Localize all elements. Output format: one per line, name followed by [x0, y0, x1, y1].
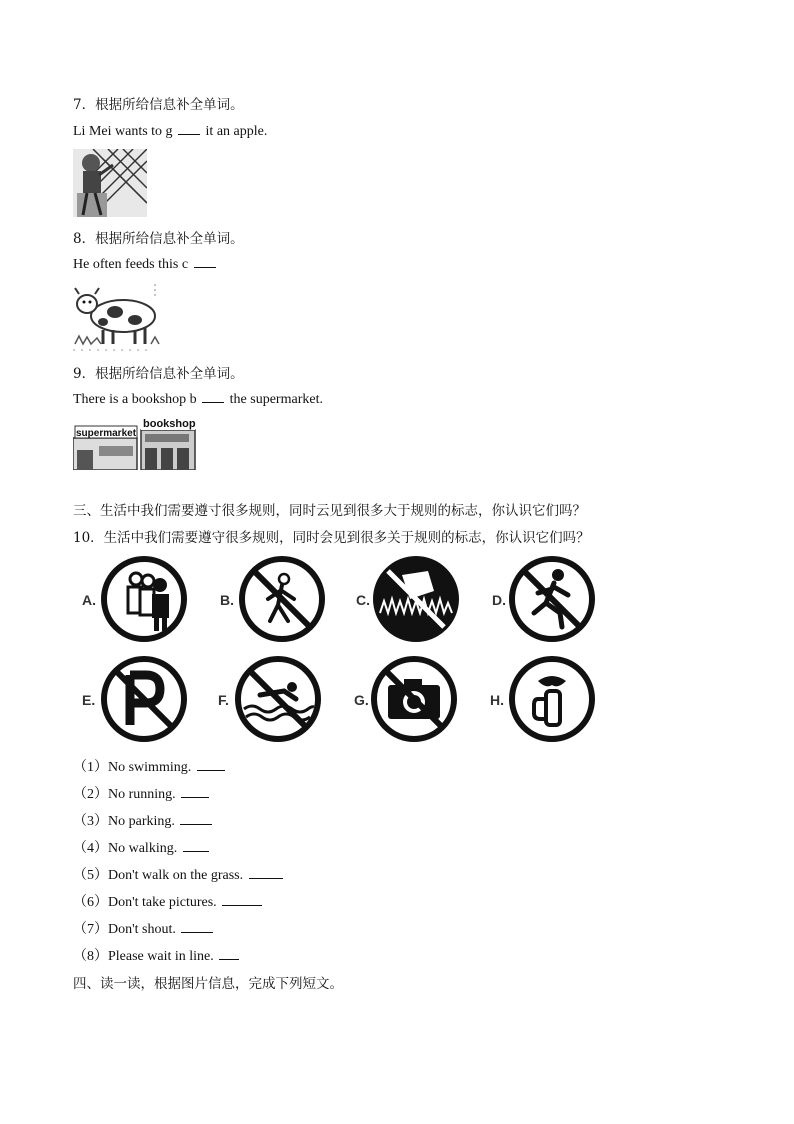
item-6-text: Don't take pictures. — [108, 895, 217, 910]
supermarket-label: supermarket — [76, 428, 137, 439]
wait-in-line-icon — [100, 555, 188, 643]
item-1 — [73, 760, 227, 776]
q7-title: 7．根据所给信息补全单词。 — [73, 97, 244, 113]
sign-b-letter: B. — [220, 592, 234, 608]
girl-picking-apple-picture — [73, 149, 147, 217]
q10-title: 10．生活中我们需要遵守很多规则，同时会见到很多关于规则的标志，你认识它们吗？ — [73, 530, 590, 546]
item-3 — [73, 814, 214, 830]
q8-sentence-before: He often feeds this c — [73, 257, 189, 272]
cow-picture — [73, 282, 165, 352]
no-pictures-icon — [370, 655, 458, 743]
item-4 — [73, 841, 211, 857]
no-walking-icon — [238, 555, 326, 643]
sign-g-letter: G. — [354, 692, 369, 708]
item-7-blank[interactable] — [181, 922, 213, 933]
q7-sentence-before: Li Mei wants to g — [73, 124, 173, 139]
item-2-blank[interactable] — [181, 787, 209, 798]
item-5-number: （5） — [73, 868, 108, 883]
item-4-text: No walking. — [108, 841, 178, 856]
item-1-number: （1） — [73, 760, 108, 775]
sign-f-letter: F. — [218, 692, 229, 708]
item-3-blank[interactable] — [180, 814, 212, 825]
item-4-blank[interactable] — [183, 841, 209, 852]
item-6 — [73, 895, 264, 911]
item-3-text: No parking. — [108, 814, 175, 829]
q7-blank[interactable] — [178, 124, 200, 135]
q8-title: 8．根据所给信息补全单词。 — [73, 231, 244, 247]
q7-sentence-after: it an apple. — [205, 124, 268, 139]
no-swimming-icon — [234, 655, 322, 743]
item-2 — [73, 787, 211, 803]
bookshop-label: bookshop — [143, 418, 196, 430]
item-8-number: （8） — [73, 949, 108, 964]
item-8-text: Please wait in line. — [108, 949, 214, 964]
section4-heading: 四、读一读，根据图片信息，完成下列短文。 — [73, 976, 343, 992]
q9-blank[interactable] — [202, 392, 224, 403]
item-7 — [73, 922, 215, 938]
item-5 — [73, 868, 285, 884]
item-2-text: No running. — [108, 787, 176, 802]
q9-sentence-before: There is a bookshop b — [73, 392, 197, 407]
sign-h-letter: H. — [490, 692, 504, 708]
q7-sentence — [73, 124, 267, 140]
item-8 — [73, 949, 241, 965]
q9-sentence — [73, 392, 323, 408]
q9-sentence-after: the supermarket. — [229, 392, 323, 407]
item-5-blank[interactable] — [249, 868, 283, 879]
item-4-number: （4） — [73, 841, 108, 856]
sign-c-letter: C. — [356, 592, 370, 608]
item-5-text: Don't walk on the grass. — [108, 868, 244, 883]
q8-sentence — [73, 257, 218, 273]
q8-blank[interactable] — [194, 257, 216, 268]
bookshop-beside-supermarket-picture — [73, 416, 197, 470]
item-8-blank[interactable] — [219, 949, 239, 960]
sign-a-letter: A. — [82, 592, 96, 608]
no-parking-icon — [100, 655, 188, 743]
no-shouting-icon — [508, 655, 596, 743]
no-walking-on-grass-icon — [372, 555, 460, 643]
item-1-blank[interactable] — [197, 760, 225, 771]
item-6-number: （6） — [73, 895, 108, 910]
item-7-number: （7） — [73, 922, 108, 937]
section3-heading: 三、生活中我们需要遵寸很多规则，同时云见到很多大于规则的标志，你认识它们吗？ — [73, 503, 586, 519]
q9-title: 9．根据所给信息补全单词。 — [73, 366, 244, 382]
item-7-text: Don't shout. — [108, 922, 176, 937]
item-2-number: （2） — [73, 787, 108, 802]
no-running-icon — [508, 555, 596, 643]
item-3-number: （3） — [73, 814, 108, 829]
item-1-text: No swimming. — [108, 760, 192, 775]
sign-e-letter: E. — [82, 692, 96, 708]
item-6-blank[interactable] — [222, 895, 262, 906]
sign-d-letter: D. — [492, 592, 506, 608]
